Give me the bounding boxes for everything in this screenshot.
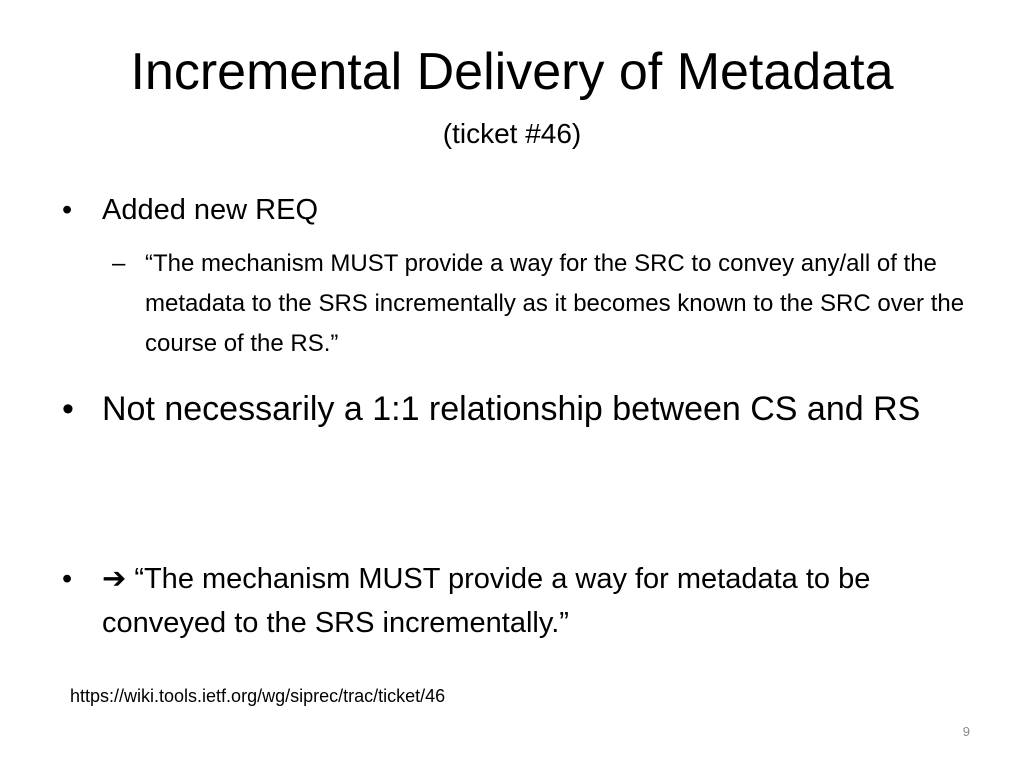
bullet-marker: • — [62, 194, 73, 226]
right-arrow-icon: ➔ — [102, 563, 127, 595]
bullet-3 — [102, 557, 982, 645]
bullet-1-text: Added new REQ — [102, 194, 319, 226]
bullet-marker: • — [62, 563, 73, 595]
sub-bullet-1-text: “The mechanism MUST provide a way for the SRC to convey any/all of the metadata to the SRS incrementally as it becomes known to the SRC over the course of the RS.” — [145, 250, 965, 357]
ticket-url: https://wiki.tools.ietf.org/wg/siprec/trac/ticket/46 — [70, 686, 446, 706]
slide-title: Incremental Delivery of Metadata — [130, 43, 894, 101]
page-number: 9 — [962, 724, 970, 739]
slide-subtitle: (ticket #46) — [442, 118, 582, 149]
sub-bullet-marker: – — [112, 250, 126, 277]
bullet-2-text: Not necessarily a 1:1 relationship between CS and RS — [102, 390, 921, 428]
bullet-marker: • — [62, 390, 74, 428]
bullet-3-text: “The mechanism MUST provide a way for metadata to be conveyed to the SRS incrementally.” — [102, 563, 871, 639]
